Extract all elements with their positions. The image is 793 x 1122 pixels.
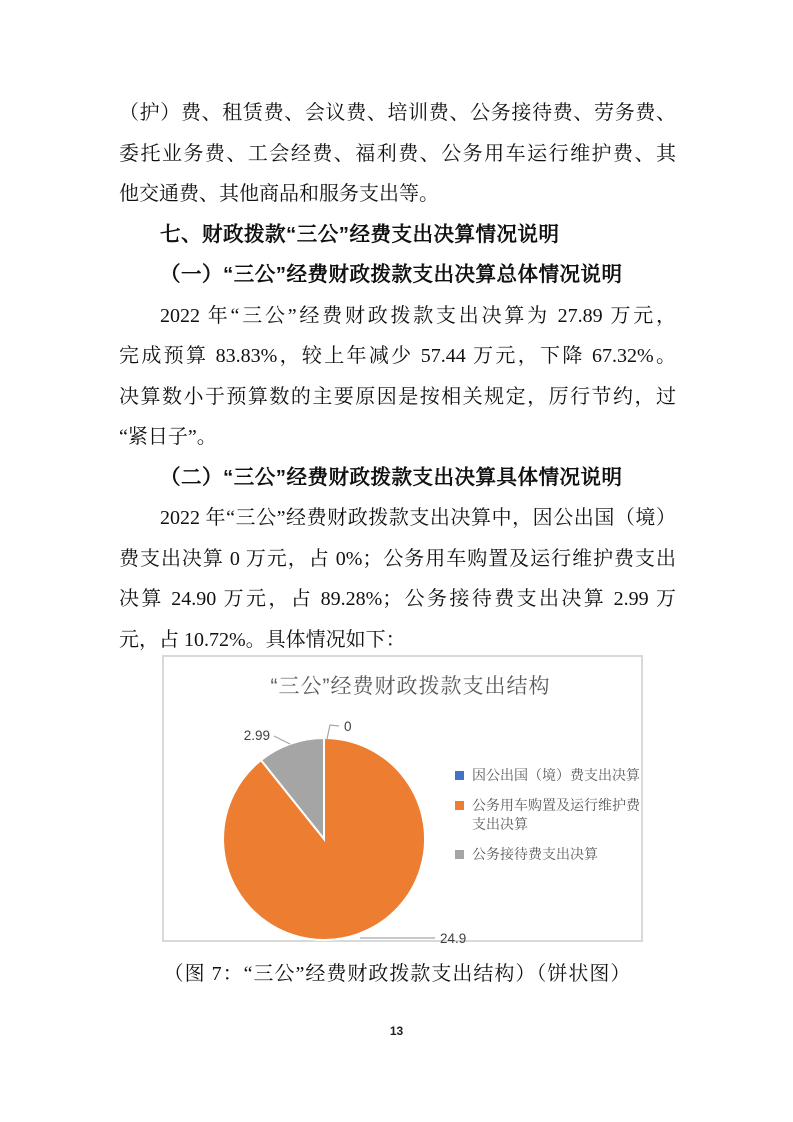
legend-swatch-icon (455, 850, 464, 859)
section-heading-7-2: （二）“三公”经费财政拨款支出决算具体情况说明 (160, 465, 623, 489)
body-line: 2022 年“三公”经费财政拨款支出决算中，因公出国（境） (160, 507, 676, 529)
legend-label: 公务用车购置及运行维护费支出决算 (472, 797, 640, 832)
body-text (119, 93, 676, 660)
body-line: 费支出决算 0 万元，占 0%；公务用车购置及运行维护费支出 (119, 547, 676, 570)
body-line: 完成预算 83.83%，较上年减少 57.44 万元，下降 67.32%。 (119, 345, 676, 367)
body-line: 2022 年“三公”经费财政拨款支出决算为 27.89 万元， (160, 304, 676, 327)
legend-label: 公务接待费支出决算 (472, 846, 598, 862)
page-number: 13 (389, 1024, 404, 1038)
chart-title: “三公”经费财政拨款支出结构 (270, 675, 551, 698)
body-line: 决算数小于预算数的主要原因是按相关规定，厉行节约，过 (119, 385, 676, 408)
legend-swatch-icon (455, 771, 464, 780)
legend-item (455, 796, 651, 834)
legend-item (455, 845, 651, 864)
body-line: 委托业务费、工会经费、福利费、公务用车运行维护费、其 (119, 142, 676, 165)
body-line: （护）费、租赁费、会议费、培训费、公务接待费、劳务费、 (119, 102, 676, 124)
section-heading-7: 七、财政拨款“三公”经费支出决算情况说明 (160, 222, 560, 246)
figure-caption: （图 7：“三公”经费财政拨款支出结构）（饼状图） (163, 963, 632, 985)
svg-text:0: 0 (344, 719, 352, 734)
legend-swatch-icon (455, 801, 464, 810)
body-line: “紧日子”。 (119, 426, 217, 448)
svg-text:2.99: 2.99 (243, 728, 270, 743)
svg-text:24.9: 24.9 (440, 931, 467, 944)
body-line: 元，占 10.72%。具体情况如下： (119, 628, 406, 651)
pie-chart (162, 655, 643, 942)
body-line: 他交通费、其他商品和服务支出等。 (119, 183, 439, 205)
section-heading-7-1: （一）“三公”经费财政拨款支出决算总体情况说明 (160, 263, 623, 286)
legend-item (455, 766, 651, 785)
legend-label: 因公出国（境）费支出决算 (472, 767, 640, 783)
chart-legend (455, 766, 651, 864)
body-line: 决算 24.90 万元，占 89.28%；公务接待费支出决算 2.99 万 (119, 588, 676, 610)
